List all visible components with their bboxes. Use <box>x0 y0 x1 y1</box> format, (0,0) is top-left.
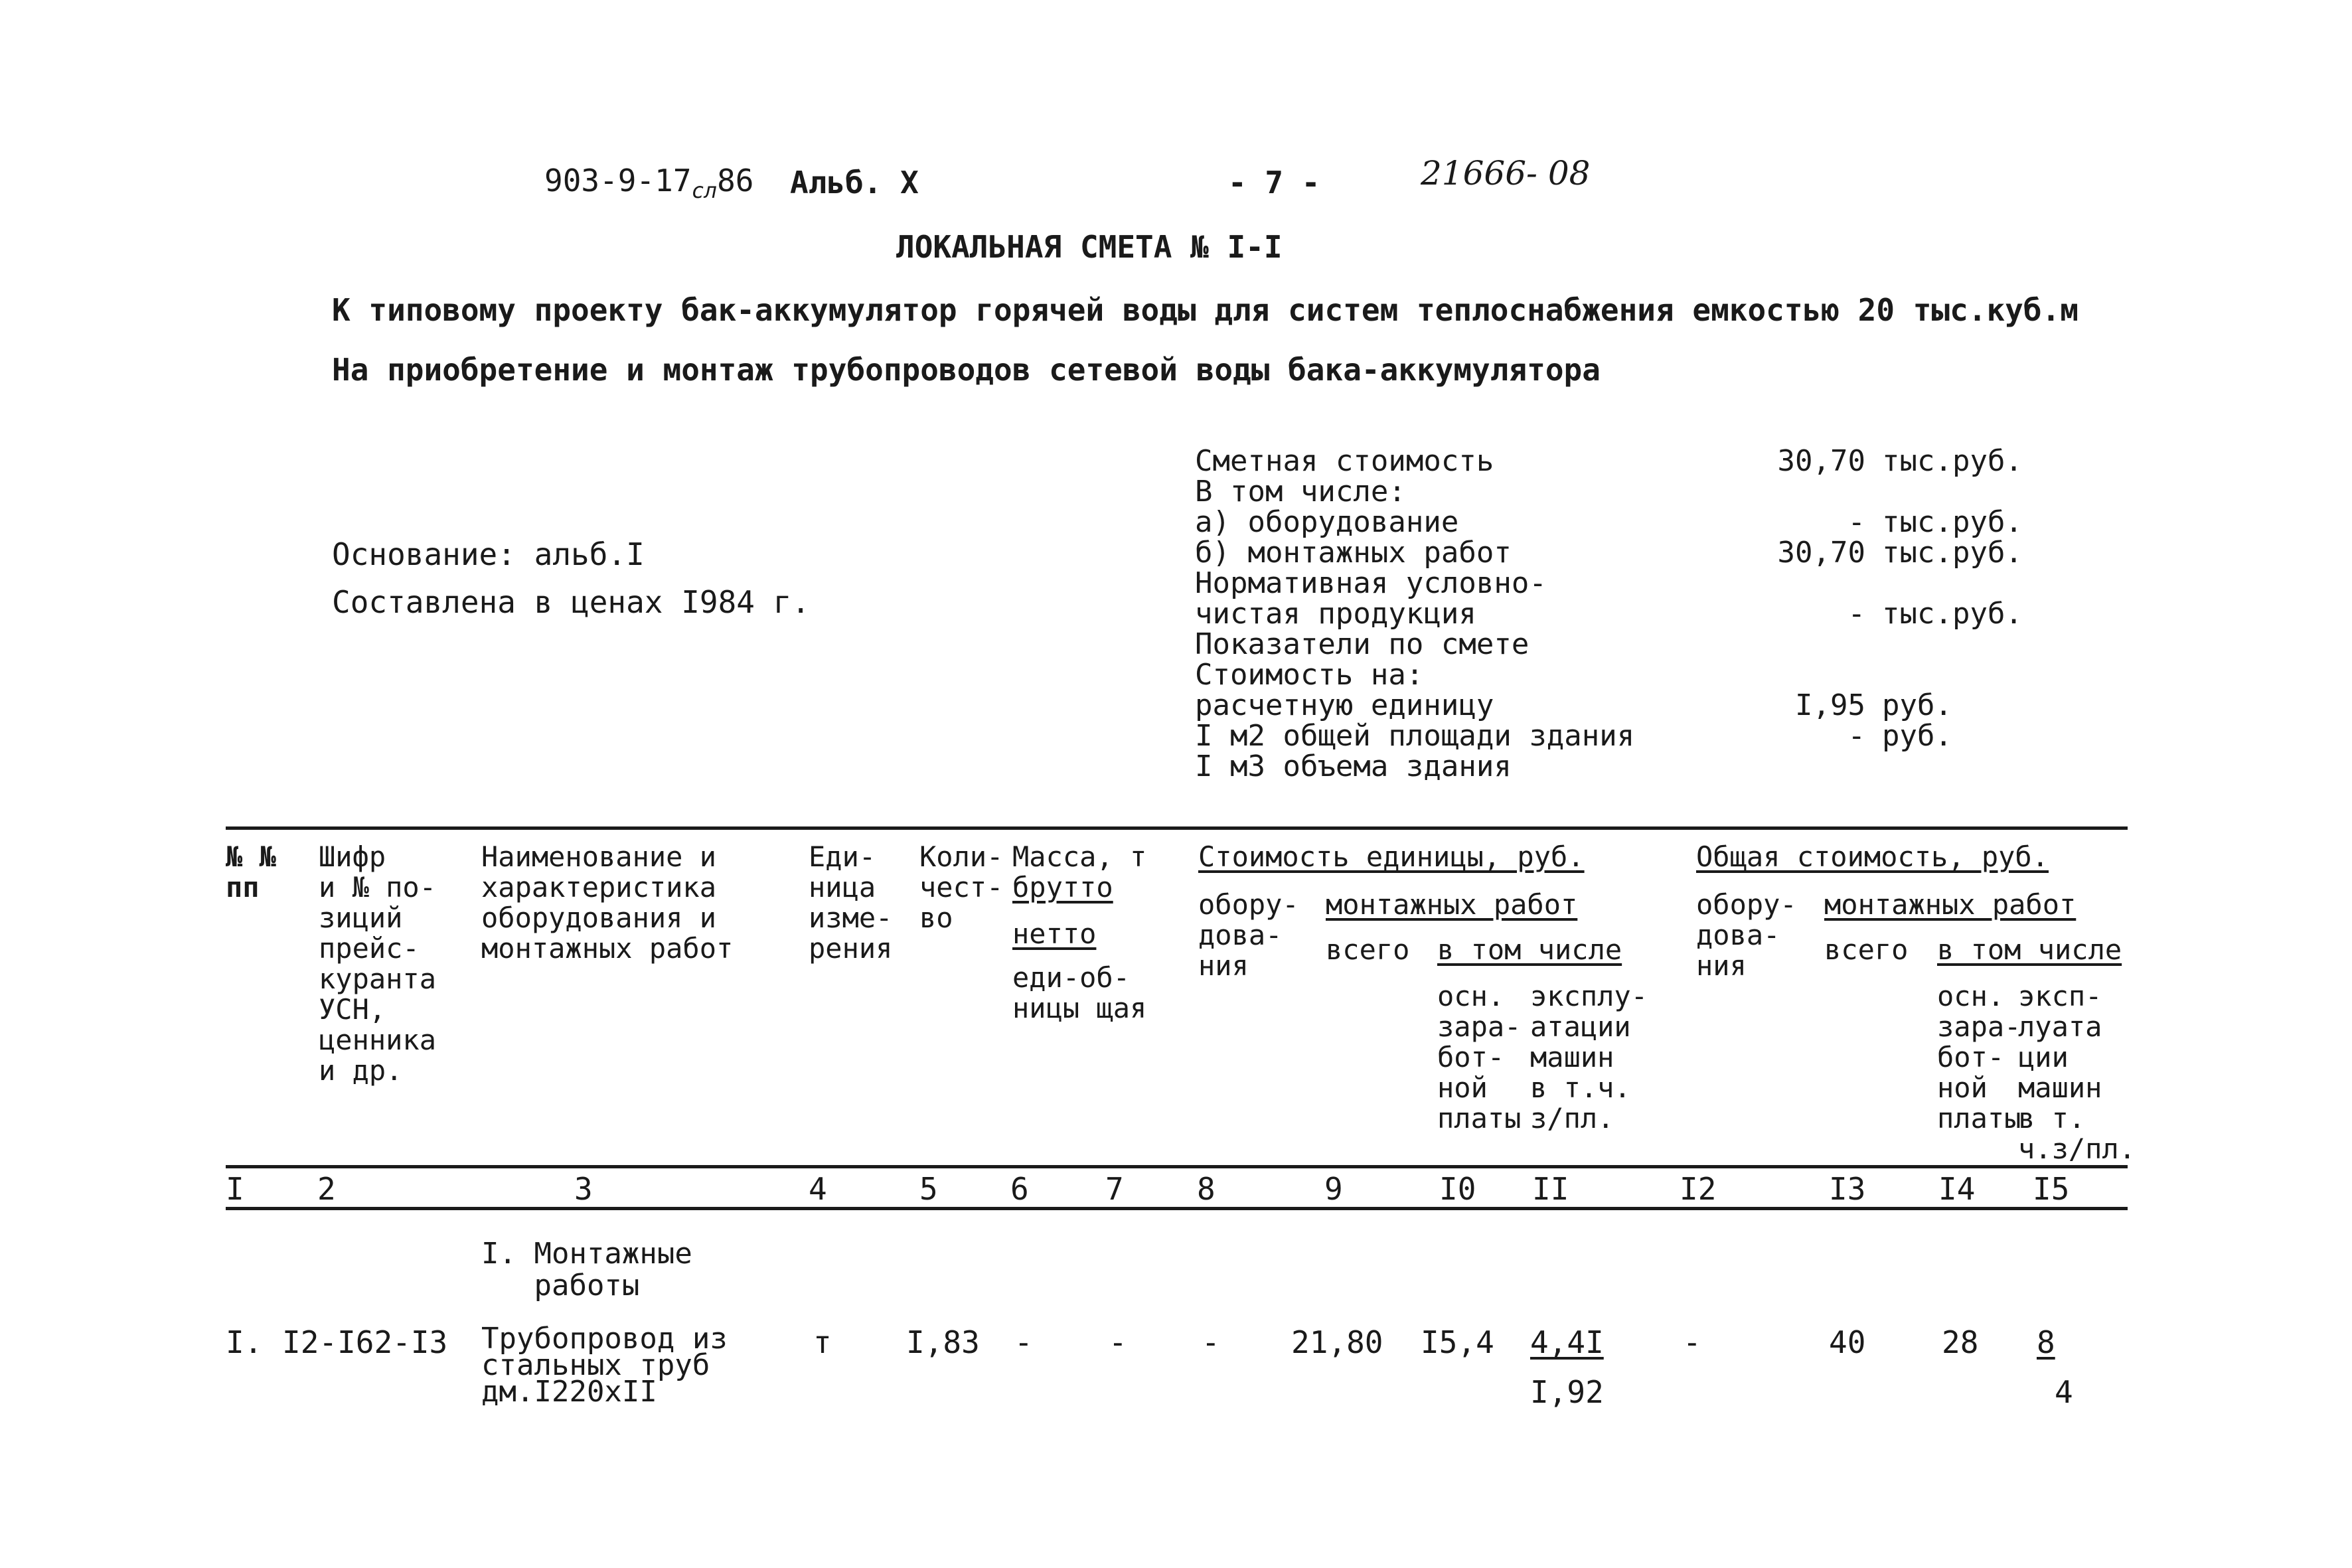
project-code: $903-9-17_{сл}86$ <box>544 163 754 203</box>
col-number: I <box>226 1171 244 1207</box>
col-header-total-base: осн. зара- бот- ной платы <box>1937 980 2021 1135</box>
summary-unit: руб. <box>1882 719 1952 753</box>
row-name: Трубопровод из стальных труб дм.I220хII <box>481 1322 728 1409</box>
col-header-unit-incl: в том числе <box>1437 933 1622 966</box>
row-mass-netto: - <box>1109 1324 1127 1360</box>
row-unit: т <box>813 1324 832 1360</box>
col-number: I0 <box>1439 1171 1476 1207</box>
row-unit-equip: - <box>1202 1324 1220 1360</box>
row-total-mach-wage: 4 <box>2055 1374 2073 1410</box>
summary-value: 30,70 <box>1777 536 1865 570</box>
col-header-number: № № пп <box>226 840 276 903</box>
row-qty: I,83 <box>906 1324 980 1360</box>
col-header-code: Шифр и № по- зиций прейс- куранта УСН, ценника и др. <box>319 840 437 1087</box>
row-code: I2-I62-I3 <box>282 1324 448 1360</box>
col-header-unit: Еди- ница изме- рения <box>809 840 893 965</box>
summary-label: Показатели по смете <box>1195 627 1529 661</box>
summary-unit <box>1882 568 2023 599</box>
summary-unit: руб. <box>1882 688 1952 722</box>
summary-label: Нормативная условно- <box>1195 566 1547 600</box>
col-number: 6 <box>1010 1171 1029 1207</box>
summary-label: чистая продукция <box>1195 597 1476 631</box>
summary-label: Стоимость на: <box>1195 658 1424 692</box>
col-header-unit-mach: эксплу- атации машин в т.ч. з/пл. <box>1530 980 1648 1135</box>
col-number: 7 <box>1105 1171 1124 1207</box>
section-heading: I. Монтажные работы <box>481 1237 692 1302</box>
summary-value: I,95 <box>1795 688 1865 722</box>
col-header-mass: Масса, т <box>1012 840 1147 873</box>
row-total-mach: 8 <box>2037 1324 2055 1360</box>
page-number: - 7 - <box>1228 165 1320 200</box>
col-header-unit-equip: обору- дова- ния <box>1198 888 1299 982</box>
col-header-unit-mount: монтажных работ <box>1326 888 1578 921</box>
col-header-total-incl: в том числе <box>1937 933 2122 966</box>
summary-unit <box>1882 660 2023 690</box>
summary-label: расчетную единицу <box>1195 688 1494 722</box>
col-header-name: Наименование и характеристика оборудования и монтажных работ <box>481 840 734 965</box>
row-mass-brutto: - <box>1014 1324 1033 1360</box>
col-number: II <box>1532 1171 1569 1207</box>
summary-unit <box>1882 477 2023 507</box>
col-number: 4 <box>809 1171 827 1207</box>
summary-values <box>1759 446 1865 751</box>
col-header-unit-base: осн. зара- бот- ной платы <box>1437 980 1522 1135</box>
summary-unit: тыс.руб. <box>1882 444 2023 478</box>
summary-unit <box>1882 629 2023 660</box>
summary-value: - <box>1847 719 1865 753</box>
summary-value: 30,70 <box>1777 444 1865 478</box>
col-number: 2 <box>317 1171 336 1207</box>
col-header-brutto: брутто <box>1012 871 1113 903</box>
project-description: К типовому проекту бак-аккумулятор горячей воды для систем теплоснабжения емкостью 20 тыс.куб.м <box>332 292 2078 328</box>
row-total-equip: - <box>1683 1324 1701 1360</box>
col-header-unit-total: всего <box>1326 933 1410 966</box>
document-title: ЛОКАЛЬНАЯ СМЕТА № I-I <box>896 229 1283 265</box>
summary-unit: тыс.руб. <box>1882 536 2023 570</box>
col-number: I4 <box>1938 1171 1976 1207</box>
handwritten-stamp: 21666- 08 <box>1421 154 1591 193</box>
col-header-unit-cost: Стоимость единицы, руб. <box>1198 840 1585 873</box>
row-unit-mach-wage: I,92 <box>1530 1374 1604 1410</box>
col-number: I3 <box>1829 1171 1866 1207</box>
summary-labels <box>1195 446 1634 782</box>
summary-label: Сметная стоимость <box>1195 444 1494 478</box>
col-number: 8 <box>1197 1171 1215 1207</box>
col-number: 5 <box>919 1171 938 1207</box>
row-unit-base: I5,4 <box>1421 1324 1494 1360</box>
album-label: Альб. X <box>790 165 919 200</box>
col-header-qty: Коли- чест- во <box>919 840 1004 934</box>
summary-unit: тыс.руб. <box>1882 597 2023 631</box>
table-header-rule <box>226 1165 2128 1168</box>
prices-year-line: Составлена в ценах I984 г. <box>332 584 811 620</box>
summary-value <box>1759 660 1865 690</box>
col-number: 9 <box>1324 1171 1343 1207</box>
summary-value <box>1759 568 1865 599</box>
summary-label: б) монтажных работ <box>1195 536 1512 570</box>
summary-label: I м3 объема здания <box>1195 749 1512 783</box>
row-unit-total: 21,80 <box>1291 1324 1383 1360</box>
col-number: I2 <box>1680 1171 1717 1207</box>
col-header-total-total: всего <box>1824 933 1909 966</box>
summary-value: - <box>1847 597 1865 631</box>
summary-value <box>1759 629 1865 660</box>
table-top-rule <box>226 826 2128 830</box>
col-header-netto: нетто <box>1012 917 1097 950</box>
row-total-base: 28 <box>1942 1324 1979 1360</box>
basis-line: Основание: альб.I <box>332 536 645 572</box>
col-header-total-cost: Общая стоимость, руб. <box>1696 840 2049 873</box>
col-header-mass-unit: еди-об- ницы щая <box>1012 961 1147 1024</box>
row-number: I. <box>226 1324 263 1360</box>
col-header-total-equip: обору- дова- ния <box>1696 888 1797 982</box>
row-total-total: 40 <box>1829 1324 1866 1360</box>
col-number: 3 <box>574 1171 593 1207</box>
summary-unit: тыс.руб. <box>1882 505 2023 539</box>
col-header-total-mach: эксп- луата ции машин в т. ч.з/пл. <box>2018 980 2136 1165</box>
summary-units <box>1882 446 2023 751</box>
col-header-total-mount: монтажных работ <box>1824 888 2077 921</box>
purpose-description: На приобретение и монтаж трубопроводов сетевой воды бака-аккумулятора <box>332 352 1601 388</box>
summary-label: I м2 общей площади здания <box>1195 719 1635 753</box>
summary-value <box>1759 477 1865 507</box>
row-unit-mach: 4,4I <box>1530 1324 1604 1360</box>
summary-value: - <box>1847 505 1865 539</box>
summary-label: а) оборудование <box>1195 505 1459 539</box>
col-number: I5 <box>2033 1171 2070 1207</box>
table-colnum-rule <box>226 1207 2128 1210</box>
summary-label: В том числе: <box>1195 475 1406 509</box>
